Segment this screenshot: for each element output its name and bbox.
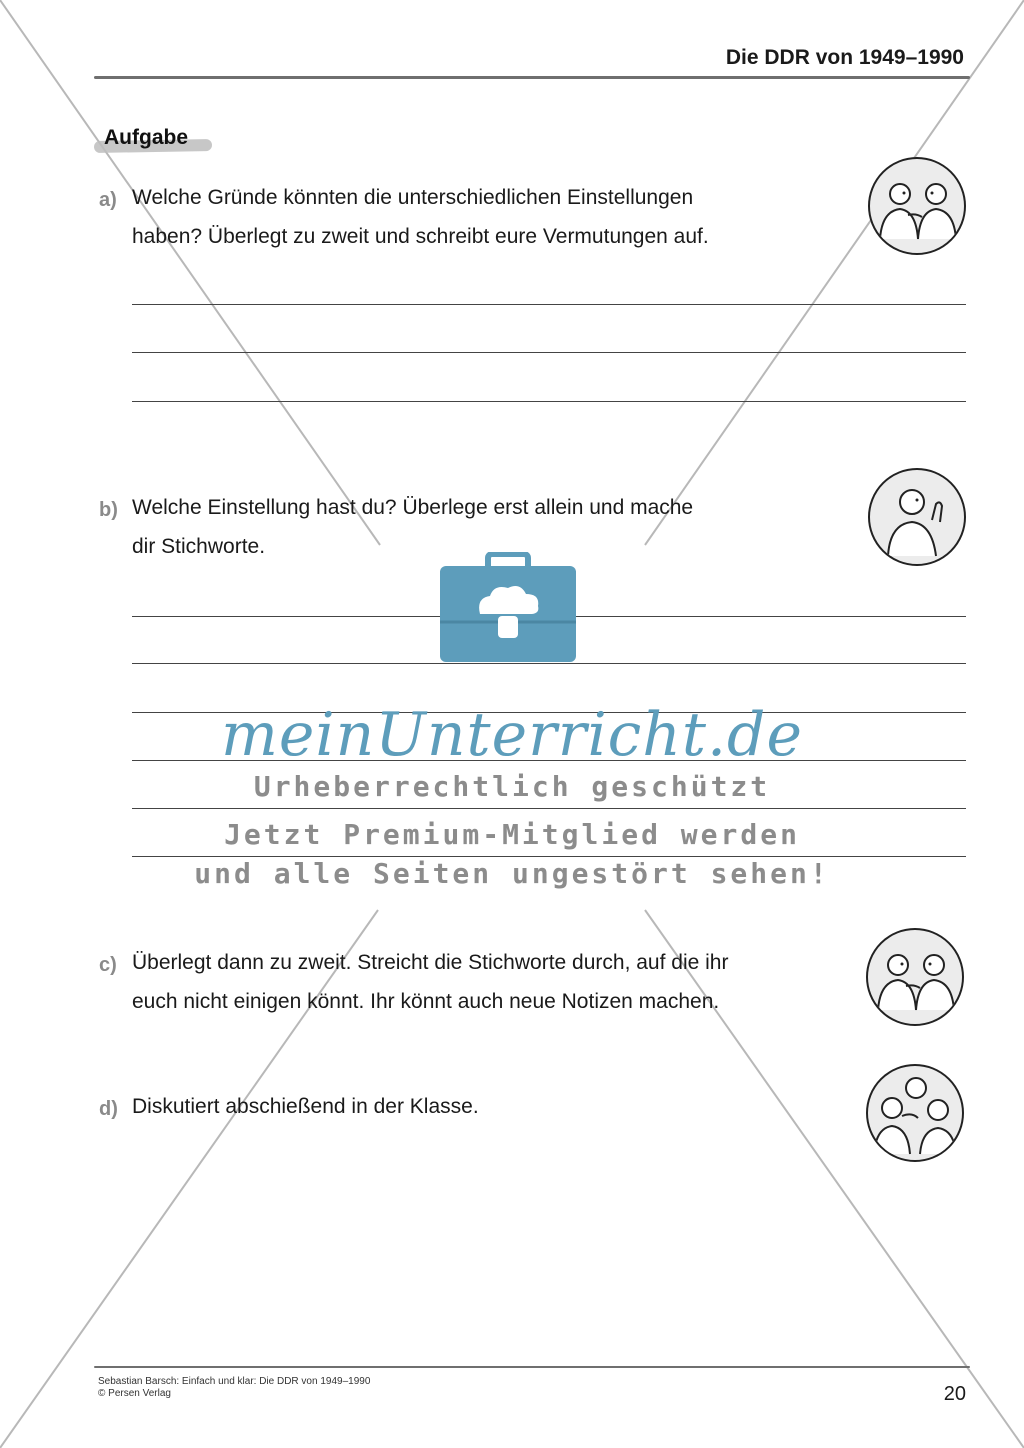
header-title: Die DDR von 1949–1990: [725, 46, 964, 69]
footer-publisher: © Persen Verlag: [98, 1388, 171, 1399]
footer-rule: [94, 1366, 970, 1368]
individual-work-icon: [868, 468, 966, 566]
task-a-text: [132, 178, 709, 256]
partner-work-icon: [868, 157, 966, 255]
task-d-text: [132, 1087, 479, 1126]
writing-line[interactable]: [132, 352, 966, 353]
watermark-line-1: Urheberrechtlich geschützt: [253, 770, 771, 803]
task-d-line-1: Diskutiert abschießend in der Klasse.: [132, 1095, 479, 1118]
section-heading: Aufgabe: [104, 126, 188, 149]
task-c-letter: c): [99, 954, 117, 976]
footer-credit-line: Sebastian Barsch: Einfach und klar: Die DDR von 1949–1990: [98, 1376, 371, 1387]
watermark-brand: meinUnterricht.de: [221, 700, 803, 770]
task-a-line-2: haben? Überlegt zu zweit und schreibt eure Vermutungen auf.: [132, 225, 709, 248]
page-number: 20: [943, 1383, 966, 1405]
partner-work-icon: [866, 928, 964, 1026]
task-b-line-1: Welche Einstellung hast du? Überlege erst allein und mache: [132, 496, 694, 519]
header-rule: [94, 76, 970, 79]
writing-line[interactable]: [132, 401, 966, 402]
footer-credit: [98, 1376, 370, 1400]
briefcase-cloud-icon: [438, 552, 578, 664]
task-d-letter: d): [99, 1098, 118, 1120]
task-c-line-2: euch nicht einigen könnt. Ihr könnt auch neue Notizen machen.: [132, 990, 720, 1013]
task-a-line-1: Welche Gründe könnten die unterschiedlichen Einstellungen: [132, 186, 694, 209]
task-a-letter: a): [99, 189, 117, 211]
watermark-line-2: Jetzt Premium-Mitglied werden: [224, 818, 800, 851]
task-b-letter: b): [99, 499, 118, 521]
watermark-line-3: und alle Seiten ungestört sehen!: [194, 857, 830, 890]
class-discussion-icon: [866, 1064, 964, 1162]
task-b-text: [132, 488, 693, 566]
writing-line[interactable]: [132, 304, 966, 305]
task-c-text: [132, 943, 728, 1021]
task-c-line-1: Überlegt dann zu zweit. Streicht die Stichworte durch, auf die ihr: [132, 951, 729, 974]
task-b-line-2: dir Stichworte.: [132, 535, 266, 558]
writing-line[interactable]: [132, 808, 966, 809]
